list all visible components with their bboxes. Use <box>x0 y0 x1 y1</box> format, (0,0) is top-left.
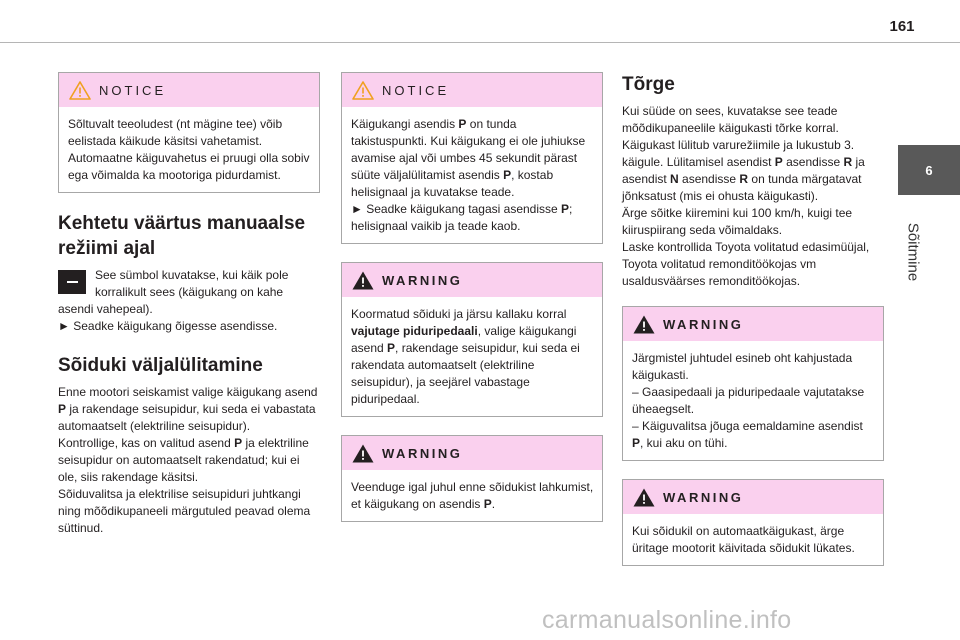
section-heading-invalid-value: Kehtetu väärtus manuaalse režiimi ajal <box>58 213 306 259</box>
invalid-value-instruction: ► Seadke käigukang õigesse asendisse. <box>58 319 278 333</box>
column-3 <box>622 72 884 584</box>
column-2 <box>341 72 603 540</box>
notice-text: Sõltuvalt teeoludest (nt mägine tee) võib eelistada käikude käsitsi vahetamist. Automaatne käiguvahetus ei pruugi olla sobiv ega võimalda ka mootoriga pidurdamist. <box>68 117 310 182</box>
switch-off-text-2: Kontrollige, kas on valitud asend P ja elektriline seisupidur on automaatselt rakendatud; kui ei ole, siis rakendage käsitsi. <box>58 436 309 484</box>
warning-box <box>622 306 884 461</box>
warning-text-2: – Gaasipedaali ja piduripedaale vajutatakse üheaegselt. <box>632 385 865 416</box>
notice-title: NOTICE <box>99 82 167 98</box>
invalid-value-text: See sümbol kuvatakse, kui käik pole korralikult sees (käigukang on kahe asendi vahepeal). <box>58 268 289 316</box>
switch-off-text-1: Enne mootori seiskamist valige käigukang asend P ja rakendage seisupidur, kui seda ei vabastata automaatselt (elektriline seisupidur). <box>58 385 318 433</box>
warning-body <box>623 341 883 460</box>
warning-triangle-icon <box>352 271 374 290</box>
warning-text-1: Järgmistel juhtudel esineb oht kahjustada käigukasti. <box>632 351 853 382</box>
warning-title: WARNING <box>382 445 463 461</box>
switch-off-text-3: Sõiduvalitsa ja elektrilise seisupiduri juhtkangi ning mõõdikupaneeli märgutuled peavad olema süttinud. <box>58 487 311 535</box>
section-heading-fault: Tõrge <box>622 74 675 95</box>
warning-box <box>622 479 884 566</box>
notice-box <box>341 72 603 244</box>
notice-text: Käigukangi asendis P on tunda takistuspunkti. Kui käigukang ei ole juhiukse avamise ajal või umbes 45 sekundit pärast süüte väljalülitamist asendis P, kostab helisignaal ja kuvatakse teade. <box>351 117 586 199</box>
notice-header <box>342 73 602 107</box>
fault-text-1: Kui süüde on sees, kuvatakse see teade mõõdikupaneelile käigukasti tõrke korral. <box>622 104 839 135</box>
warning-triangle-icon <box>633 488 655 507</box>
chapter-label <box>897 212 929 292</box>
warning-text-3: – Käiguvalitsa jõuga eemaldamine asendist P, kui aku on tühi. <box>632 419 863 450</box>
watermark-logo[interactable]: carmanualsonline.info <box>542 606 792 634</box>
warning-triangle-icon <box>633 315 655 334</box>
invalid-gear-symbol-icon <box>58 270 86 294</box>
warning-header <box>342 263 602 297</box>
section-heading-switch-off: Sõiduki väljalülitamine <box>58 355 263 376</box>
warning-body <box>623 514 883 565</box>
header-divider <box>0 42 960 43</box>
notice-header <box>59 73 319 107</box>
invalid-value-row <box>58 267 320 318</box>
warning-header <box>342 436 602 470</box>
warning-box <box>341 262 603 417</box>
notice-triangle-icon <box>69 81 91 100</box>
chapter-label-text: Sõitmine <box>904 222 922 282</box>
warning-title: WARNING <box>663 316 744 332</box>
notice-body <box>342 107 602 243</box>
warning-header <box>623 480 883 514</box>
fault-text-4: Laske kontrollida Toyota volitatud edasimüüjal, Toyota volitatud remonditöökojas vm usaldusväärses remonditöökojas. <box>622 240 870 288</box>
chapter-number: 6 <box>925 162 933 178</box>
warning-header <box>623 307 883 341</box>
warning-title: WARNING <box>382 272 463 288</box>
column-1 <box>58 72 320 537</box>
fault-text-2: Käigukast lülitub varurežiimile ja lukustub 3. käigule. Lülitamisel asendist P asendisse R ja asendist N asendisse R on tunda märgatavat jõnksatust (mis ei ohusta käigukasti). <box>622 138 865 203</box>
warning-text: Kui sõidukil on automaatkäigukast, ärge üritage mootorit käivitada sõidukit lükates. <box>632 524 855 555</box>
page-number: 161 <box>889 18 915 35</box>
warning-body <box>342 470 602 521</box>
warning-box <box>341 435 603 522</box>
warning-title: WARNING <box>663 489 744 505</box>
warning-triangle-icon <box>352 444 374 463</box>
notice-body <box>59 107 319 192</box>
chapter-tab[interactable] <box>898 145 960 195</box>
warning-text: Veenduge igal juhul enne sõidukist lahkumist, et käigukang on asendis P. <box>351 480 594 511</box>
notice-box <box>58 72 320 193</box>
warning-text: Koormatud sõiduki ja järsu kallaku korral vajutage piduripedaali, valige käigukangi asend P, rakendage seisupidur, kui seda ei rakendata automaatselt (elektriline seisupidur), ja seejärel vabastage piduripedaal. <box>351 307 580 406</box>
warning-body <box>342 297 602 416</box>
notice-title: NOTICE <box>382 82 450 98</box>
notice-instruction: ► Seadke käigukang tagasi asendisse P; helisignaal vaikib ja teade kaob. <box>351 202 573 233</box>
notice-triangle-icon <box>352 81 374 100</box>
fault-text-3: Ärge sõitke kiiremini kui 100 km/h, kuigi tee kiiruspiirang seda võimaldaks. <box>622 206 853 237</box>
